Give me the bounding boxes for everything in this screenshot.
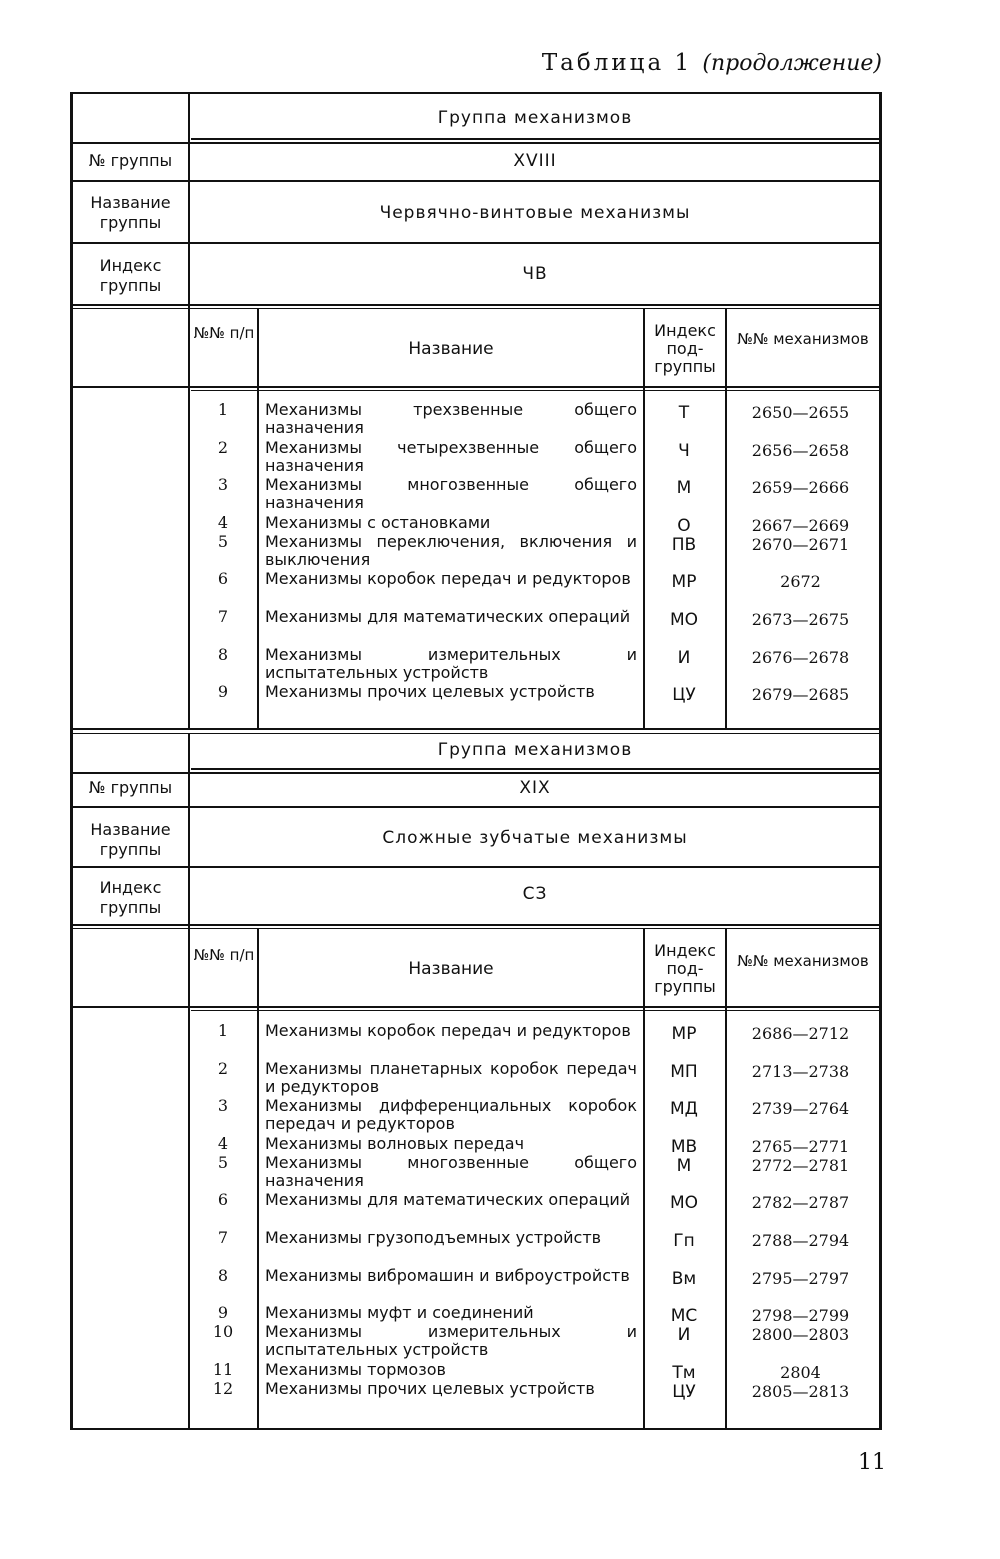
table-row <box>73 476 879 514</box>
row-name: Механизмы измерительных и испытательных устройств <box>265 644 637 682</box>
header-mechanism-numbers: №№ механизмов <box>737 952 869 970</box>
row-mechanism-range: 2798—2799 <box>751 1306 850 1326</box>
rule <box>191 768 879 770</box>
table-row <box>73 1154 879 1192</box>
row-mechanism-range: 2805—2813 <box>751 1381 850 1401</box>
row-number: 2 <box>217 437 229 457</box>
row-name: Механизмы дифференциальных коробок передач и редукторов <box>265 1096 637 1134</box>
row-number: 9 <box>217 682 229 702</box>
row-subgroup-index: М <box>676 478 692 499</box>
group-name: Червячно-винтовые механизмы <box>379 203 691 223</box>
group-name-label: Название группы <box>90 193 171 232</box>
row-subgroup-index: МД <box>670 1099 698 1120</box>
row-number: 7 <box>217 607 229 626</box>
row-subgroup-index: Вм <box>671 1268 697 1289</box>
header-name: Название <box>408 339 494 359</box>
row-name: Механизмы многозвенные общего назначения <box>265 475 637 513</box>
rule <box>73 142 879 144</box>
row-mechanism-range: 2672 <box>780 572 821 592</box>
group-heading: Группа механизмов <box>437 740 633 760</box>
group-index: СЗ <box>522 884 548 904</box>
row-mechanism-range: 2782—2787 <box>751 1193 850 1213</box>
row-mechanism-range: 2739—2764 <box>751 1099 850 1119</box>
row-number: 5 <box>217 531 229 551</box>
row-name: Механизмы с остановками <box>265 512 491 532</box>
rule <box>73 180 879 182</box>
row-name: Механизмы тормозов <box>265 1359 446 1379</box>
rule <box>73 772 879 774</box>
group-index: ЧВ <box>522 264 548 284</box>
row-subgroup-index: Тм <box>672 1362 696 1383</box>
rule <box>73 733 879 734</box>
row-name: Механизмы коробок передач и редукторов <box>265 569 631 589</box>
rule <box>73 806 879 808</box>
row-name: Механизмы грузоподъемных устройств <box>265 1228 602 1247</box>
row-mechanism-range: 2713—2738 <box>751 1061 850 1081</box>
page-number: 11 <box>858 1450 886 1475</box>
table-row <box>73 1267 879 1305</box>
rule <box>73 866 879 868</box>
row-subgroup-index: МР <box>671 1024 697 1044</box>
header-name: Название <box>408 959 494 979</box>
row-mechanism-range: 2788—2794 <box>751 1231 850 1250</box>
group-name-label: Название группы <box>90 820 171 859</box>
row-name: Механизмы муфт и соединений <box>265 1303 534 1323</box>
caption-note: (продолжение) <box>702 51 882 76</box>
table-row <box>73 1097 879 1135</box>
row-mechanism-range: 2667—2669 <box>751 515 850 535</box>
rule <box>73 308 879 309</box>
rule <box>191 390 879 391</box>
group-number-label: № группы <box>88 151 173 170</box>
row-number: 2 <box>217 1058 229 1078</box>
row-subgroup-index: МВ <box>670 1136 698 1157</box>
row-name: Механизмы коробок передач и редукторов <box>265 1021 631 1040</box>
row-name: Механизмы измерительных и испытательных устройств <box>265 1322 637 1360</box>
table-row <box>73 570 879 608</box>
row-subgroup-index: Гп <box>673 1231 695 1251</box>
group-name: Сложные зубчатые механизмы <box>382 828 688 848</box>
row-subgroup-index: МП <box>670 1061 698 1082</box>
header-subgroup-index: Индекс под-группы <box>654 321 716 376</box>
group-index-label: Индекс группы <box>99 256 162 295</box>
row-number: 3 <box>217 475 229 495</box>
row-name: Механизмы волновых передач <box>265 1133 525 1153</box>
row-number: 6 <box>217 1190 229 1210</box>
row-subgroup-index: О <box>677 515 691 536</box>
table-row <box>73 533 879 571</box>
group-number: XVIII <box>513 151 557 171</box>
table-row <box>73 608 879 646</box>
row-subgroup-index: МО <box>669 1193 699 1214</box>
rule <box>73 242 879 244</box>
row-subgroup-index: ЦУ <box>672 685 696 706</box>
row-number: 4 <box>217 512 229 532</box>
row-subgroup-index: Т <box>678 403 690 423</box>
row-mechanism-range: 2656—2658 <box>751 440 850 460</box>
table-row <box>73 1060 879 1098</box>
row-name: Механизмы четырехзвенные общего назначения <box>265 437 637 475</box>
row-name: Механизмы вибромашин и виброустройств <box>265 1265 630 1285</box>
row-mechanism-range: 2676—2678 <box>751 647 850 667</box>
table-row <box>73 646 879 684</box>
group-number-label: № группы <box>88 778 173 797</box>
row-mechanism-range: 2659—2666 <box>751 478 850 498</box>
row-subgroup-index: И <box>677 1325 691 1346</box>
row-number: 11 <box>212 1359 234 1379</box>
row-name: Механизмы прочих целевых устройств <box>265 682 595 702</box>
table-row <box>73 439 879 477</box>
mechanism-table <box>70 92 882 1430</box>
row-subgroup-index: ЦУ <box>672 1381 696 1402</box>
table-row <box>73 401 879 439</box>
rule <box>191 1010 879 1011</box>
rule <box>73 928 879 929</box>
table-row <box>73 1022 879 1060</box>
row-mechanism-range: 2673—2675 <box>751 610 850 629</box>
row-subgroup-index: Ч <box>678 440 690 461</box>
row-number: 4 <box>217 1133 229 1153</box>
group-number: XIX <box>519 778 551 798</box>
group-heading: Группа механизмов <box>437 108 633 128</box>
row-number: 8 <box>217 1265 229 1285</box>
rule <box>73 1006 879 1008</box>
row-subgroup-index: И <box>677 647 691 668</box>
rule <box>73 728 879 730</box>
row-mechanism-range: 2804 <box>780 1362 821 1382</box>
row-subgroup-index: МО <box>669 610 699 630</box>
table-row <box>73 1380 879 1418</box>
group-index-label: Индекс группы <box>99 878 162 917</box>
row-subgroup-index: МС <box>670 1306 698 1327</box>
row-subgroup-index: ПВ <box>671 534 697 555</box>
row-mechanism-range: 2679—2685 <box>751 685 850 705</box>
row-number: 6 <box>217 569 229 589</box>
row-mechanism-range: 2772—2781 <box>751 1155 850 1175</box>
row-mechanism-range: 2670—2671 <box>751 534 850 554</box>
row-name: Механизмы для математических операций <box>265 607 631 626</box>
header-num: №№ п/п <box>193 324 255 342</box>
row-number: 9 <box>217 1303 229 1323</box>
table-caption <box>542 50 882 76</box>
rule <box>73 386 879 388</box>
row-number: 5 <box>217 1152 229 1172</box>
rule <box>73 304 879 306</box>
header-num: №№ п/п <box>193 946 255 964</box>
row-number: 3 <box>217 1096 229 1116</box>
table-row <box>73 1323 879 1361</box>
row-name: Механизмы для математических операций <box>265 1190 631 1210</box>
row-name: Механизмы многозвенные общего назначения <box>265 1152 637 1190</box>
caption-title: Таблица 1 <box>541 50 693 76</box>
row-name: Механизмы прочих целевых устройств <box>265 1378 595 1398</box>
header-mechanism-numbers: №№ механизмов <box>737 330 869 348</box>
row-name: Механизмы планетарных коробок передач и редукторов <box>265 1058 637 1096</box>
row-mechanism-range: 2650—2655 <box>751 403 850 422</box>
row-subgroup-index: МР <box>671 572 697 593</box>
table-row <box>73 683 879 721</box>
row-number: 8 <box>217 644 229 664</box>
rule <box>191 138 879 140</box>
row-number: 7 <box>217 1228 229 1247</box>
row-name: Механизмы трехзвенные общего назначения <box>265 400 637 437</box>
row-number: 10 <box>212 1322 234 1342</box>
row-number: 1 <box>217 400 229 419</box>
table-row <box>73 1229 879 1267</box>
row-mechanism-range: 2795—2797 <box>751 1268 850 1288</box>
row-number: 12 <box>212 1378 234 1398</box>
row-mechanism-range: 2686—2712 <box>751 1024 850 1043</box>
table-row <box>73 1191 879 1229</box>
header-subgroup-index: Индекс под-группы <box>654 941 716 996</box>
row-name: Механизмы переключения, включения и выключения <box>265 531 637 569</box>
row-subgroup-index: М <box>676 1155 692 1176</box>
row-mechanism-range: 2765—2771 <box>751 1136 850 1156</box>
row-number: 1 <box>217 1021 229 1040</box>
rule <box>73 924 879 926</box>
row-mechanism-range: 2800—2803 <box>751 1325 850 1345</box>
